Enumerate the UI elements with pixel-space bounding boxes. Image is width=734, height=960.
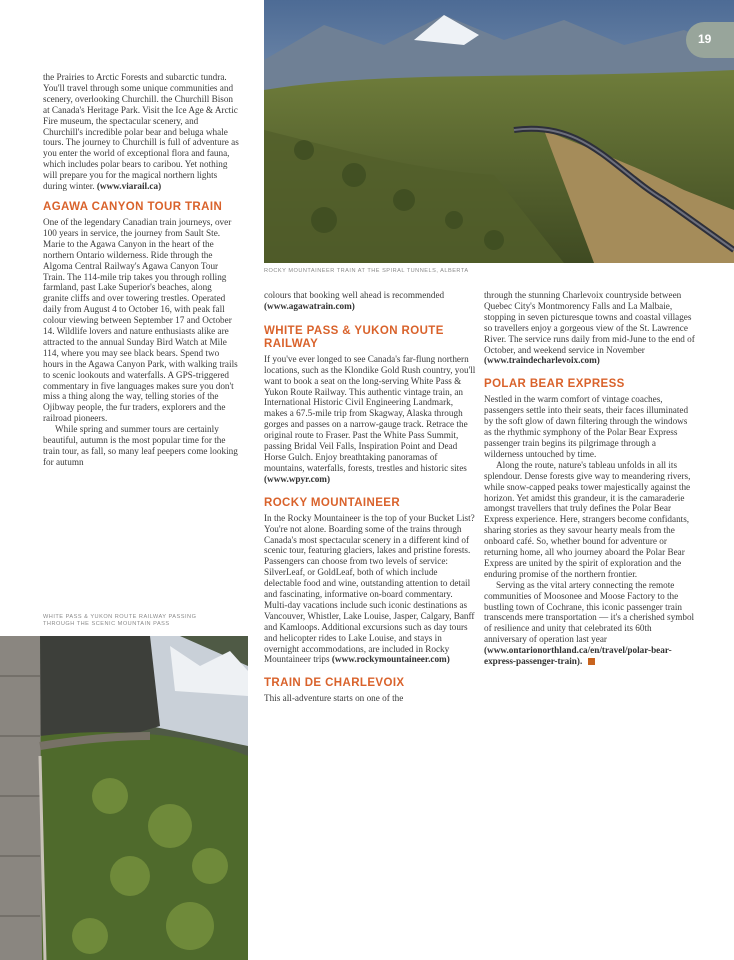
top-photo-rocky-mountaineer	[264, 0, 734, 263]
train-gorge-image	[0, 636, 248, 960]
polar-paragraph-3	[484, 580, 696, 667]
col3-intro-text: through the stunning Charlevoix countryside between Quebec City's Montmorency Falls and La Malbaie, stopping in seven picturesque towns and coastal villages so travellers enjoy a gorgeous view of the St. Lawrence River. The service runs daily from mid-June to the end of October, and weekend service in November	[484, 290, 695, 355]
bottom-photo-white-pass	[0, 636, 248, 960]
col1-intro-paragraph	[43, 72, 239, 192]
whitepass-text: If you've ever longed to see Canada's far-flung northern locations, such as the Klondike Gold Rush country, you'll want to book a seat on the long-serving White Pass & Yukon Route Railway. This authentic vintage train, an International Historic Civil Engineering Landmark, makes a 67.5-mile trip from Skagway, Alaska through gorges and passes on a narrow-gauge track. Retrace the original route to Fraser. Past the White Pass Summit, passing Bridal Veil Falls, Inspiration Point and Dead Horse Gulch. Enjoy breathtaking panoramas of mountains, waterfalls, forests, trestles and historic sites	[264, 353, 476, 473]
whitepass-heading: WHITE PASS & YUKON ROUTE RAILWAY	[264, 324, 444, 350]
column-3	[484, 290, 696, 667]
charlevoix-paragraph: This all-adventure starts on one of the	[264, 693, 404, 704]
whitepass-paragraph	[264, 354, 476, 485]
end-of-article-icon	[588, 658, 595, 665]
viarail-link[interactable]: (www.viarail.ca)	[96, 181, 162, 192]
column-2	[264, 290, 476, 704]
wpyr-link[interactable]: (www.wpyr.com)	[264, 473, 331, 484]
page-number-badge	[686, 22, 734, 58]
rocky-heading: ROCKY MOUNTAINEER	[264, 496, 401, 509]
col1-intro-text: the Prairies to Arctic Forests and subarctic tundra. You'll travel through some unique communities and scenery, overlooking Churchill. the Churchill Bison at Canada's Heritage Park. Visit the Ice Age & Arctic Fire museum, the spectacular scenery, and Churchill's incredible polar bear and beluga whale tours. The journey to Churchill is full of adventure as you enter the world of exceptional flora and fauna, which includes polar bears to caribou. Yet nothing will prepare you for the magical northern lights during winter.	[43, 72, 239, 192]
page-number: 19	[698, 32, 712, 46]
polar-heading: POLAR BEAR EXPRESS	[484, 378, 625, 391]
polar-text-3: Serving as the vital artery connecting the remote communities of Moosonee and Moose Factory to the bustling town of Cochrane, this iconic passenger train transcends mere transportation — it's a cherished symbol of resilience and unity that celebrated its 60th anniversary of operation last year	[484, 579, 695, 645]
agawa-paragraph-2: While spring and summer tours are certainly beautiful, autumn is the most popular time for the train tour, as fall, so many leaf peepers come looking for autumn	[43, 424, 238, 467]
rocky-text: In the Rocky Mountaineer is the top of your Bucket List? You're not alone. Boarding some of the trains through Canada's most spectacular scenery in a different kind of scenic tour, featuring glaciers, lakes and pristine forests. Passengers can choose from two levels of service: SilverLeaf, or GoldLeaf, both of which include delectable food and wine, outstanding attention to detail and fascinating, informative on-board commentary. Multi-day vacations include such iconic destinations as Vancouver, Whistler, Lake Louise, Jasper, Calgary, Banff and Kamloops. Additional excursions such as day tours and helicopter rides to Lake Louise, and stays in overnight accommodations, are included in Rocky Mountaineer trips	[264, 512, 475, 665]
polar-paragraph-1: Nestled in the warm comfort of vintage coaches, passengers settle into their seats, their faces illuminated by the soft glow of dawn filtering through the windows as the rhythmic symphony of the Polar Bear Express passenger train begins its pilgrimage through a wilderness untouched by time.	[484, 394, 689, 459]
rockymountaineer-link[interactable]: (www.rockymountaineer.com)	[331, 654, 450, 665]
col2-intro-paragraph	[264, 290, 476, 312]
col3-intro-paragraph	[484, 290, 696, 366]
agawa-heading: AGAWA CANYON TOUR TRAIN	[43, 200, 223, 213]
charlevoix-heading: TRAIN DE CHARLEVOIX	[264, 677, 405, 690]
agawatrain-link[interactable]: (www.agawatrain.com)	[264, 300, 355, 311]
polar-paragraph-2: Along the route, nature's tableau unfolds in all its splendour. Dense forests give way to meandering rivers, while snow-capped peaks tower majestically against the horizon. Yet amidst this grandeur, it is the camaraderie amongst travellers that truly defines the Polar Bear Express experience. Here, strangers become confidants, sharing stories as they savour hearty meals from the onboard café. So, whether bound for adventure or returning home, all who journey aboard the Polar Bear Express are united by the spirit of exploration and the enduring promise of the northern frontier.	[484, 459, 691, 579]
bottom-photo-caption: WHITE PASS & YUKON ROUTE RAILWAY PASSING THROUGH THE SCENIC MOUNTAIN PASS	[43, 614, 197, 627]
top-photo-caption: ROCKY MOUNTAINEER TRAIN AT THE SPIRAL TUNNELS, ALBERTA	[264, 268, 469, 274]
col2-intro-text: colours that booking well ahead is recommended	[264, 290, 445, 300]
column-1	[43, 72, 239, 468]
ontarionorthland-link[interactable]: (www.ontarionorthland.ca/en/travel/polar-bear-express-passenger-train).	[484, 645, 672, 667]
rocky-paragraph	[264, 513, 476, 666]
agawa-paragraph-1: One of the legendary Canadian train journeys, over 100 years in service, the journey from Sault Ste. Marie to the Agawa Canyon in the heart of the northern Ontario wilderness. Ride through the Algoma Central Railway's Agawa Canyon Tour Train. The 114-mile trip takes you through rolling farmland, past Lake Superior's beaches, along granite cliffs and over towering trestles. Operated daily from August 4 to October 16, with peak fall colour viewing between September 17 and October 14. Wildlife lovers and nature enthusiasts alike are attracted to the annual Sunday Bird Watch at Mile 114, where you may see black bears. Spend two hours in the Agawa Canyon Park, with walking trails to scenic lookouts and waterfalls. A GPS-triggered commentary in five languages makes sure you don't miss a thing along the way, telling stories of the Ojibway people, the fur traders, explorers and the railroad pioneers.	[43, 216, 238, 424]
traindecharlevoix-link[interactable]: (www.traindecharlevoix.com)	[484, 355, 600, 366]
mountain-train-image	[264, 0, 734, 263]
